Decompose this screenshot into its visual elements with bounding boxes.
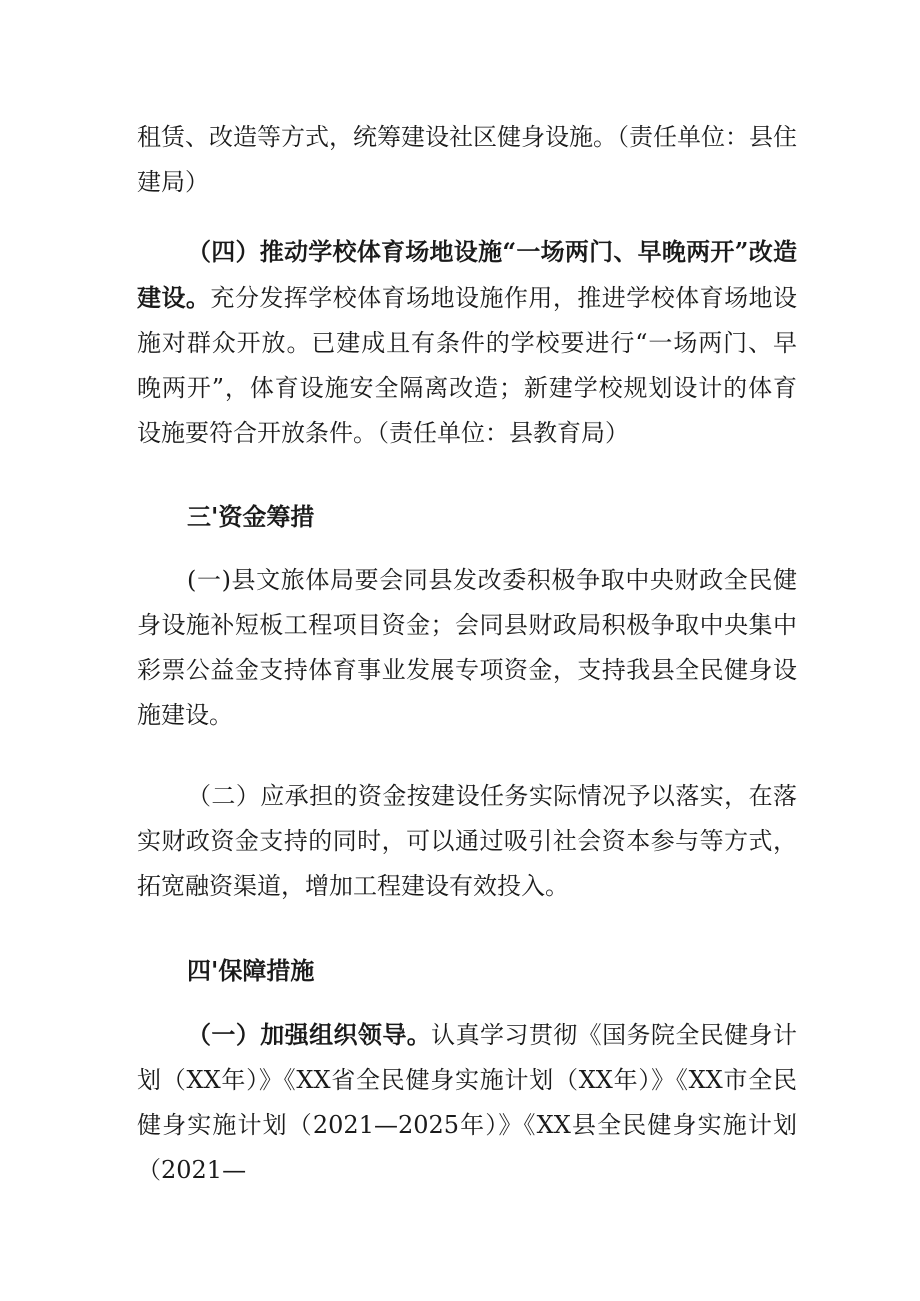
section-heading-safeguards: 四'保障措施 xyxy=(187,956,315,985)
paragraph-section4-item1 xyxy=(137,1012,797,1193)
item-body: 充分发挥学校体育场地设施作用，推进学校体育场地设施对群众开放。已建成且有条件的学校要进行“一场两门、早晚两开”，体育设施安全隔离改造；新建学校规划设计的体育设施要符合开放条件。（责任单位：县教育局） xyxy=(137,284,798,447)
paragraph-continuation: 租赁、改造等方式，统筹建设社区健身设施。（责任单位：县住建局） xyxy=(137,123,797,196)
paragraph-section3-item2: （二）应承担的资金按建设任务实际情况予以落实，在落实财政资金支持的同时，可以通过吸引社会资本参与等方式，拓宽融资渠道，增加工程建设有效投入。 xyxy=(137,782,797,900)
item-body: 认真学习贯彻《国务院全民健身计划（XX年）》《XX省全民健身实施计划（XX年）》《XX市全民健身实施计划（2021—2025年）》《XX县全民健身实施计划（2021— xyxy=(137,1021,798,1184)
paragraph-section3-item1: (一)县文旅体局要会同县发改委积极争取中央财政全民健身设施补短板工程项目资金；会同县财政局积极争取中央集中彩票公益金支持体育事业发展专项资金，支持我县全民健身设施建设。 xyxy=(137,566,797,729)
section-heading-funding: 三'资金筹措 xyxy=(187,502,315,531)
item-title: （一）加强组织领导。 xyxy=(187,1020,432,1049)
item-title: （四）推动学校体育场地设施“一场两门、早晚两开”改造建设。 xyxy=(137,237,797,312)
paragraph-section2-item4 xyxy=(137,229,797,456)
